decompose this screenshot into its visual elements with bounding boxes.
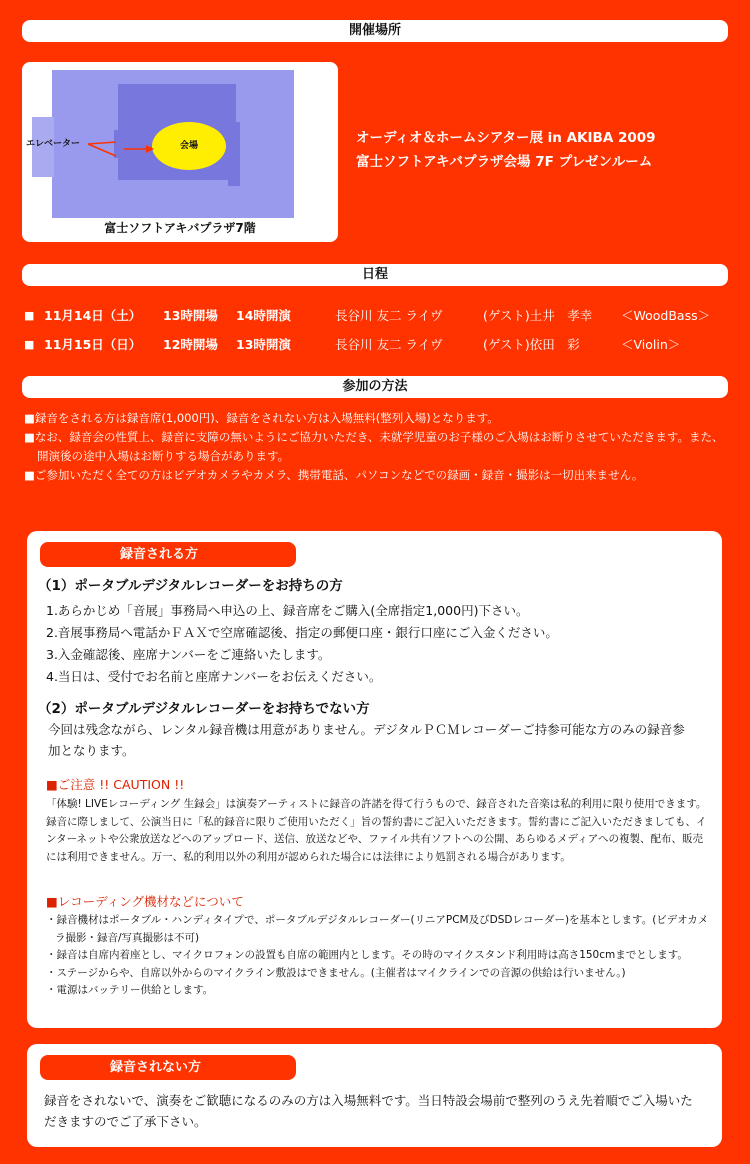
- row-open: 12時開場: [163, 337, 218, 352]
- row-bullet: ■: [24, 338, 35, 351]
- method-list: [24, 409, 728, 485]
- elevator-label: エレベーター: [26, 139, 81, 149]
- equipment-item: ・電源はバッテリー供給とします。: [46, 984, 214, 996]
- row-date: 11月15日（日）: [44, 337, 142, 352]
- recording-tab-label: 録音される方: [120, 547, 199, 562]
- method-item: ■ご参加いただく全ての方はビデオカメラやカメラ、携帯電話、パソコンなどでの録画・録音・撮影は一切出来ません。: [24, 468, 644, 482]
- method-item: ■なお、録音会の性質上、録音に支障の無いようにご協力いただき、未就学児童のお子様のご入場はお断りさせていただきます。また、開演後の途中入場はお断りする場合があります。: [24, 430, 724, 463]
- equipment-list: [46, 912, 710, 1000]
- non-recording-tab-label: 録音されない方: [110, 1060, 202, 1075]
- step-item: 3.入金確認後、座席ナンバーをご連絡いたします。: [46, 647, 331, 662]
- hall-marker: 会場: [152, 122, 226, 170]
- row-guest: (ゲスト)依田 彩: [483, 337, 580, 352]
- step-item: 1.あらかじめ「音展」事務局へ申込の上、録音席をご購入(全席指定1,000円)下さい。: [46, 603, 529, 618]
- venue-heading: 開催場所: [22, 20, 728, 42]
- equipment-title: ■レコーディング機材などについて: [46, 894, 244, 909]
- method-heading: 参加の方法: [22, 376, 728, 398]
- non-recording-panel: [27, 1044, 722, 1147]
- step-item: 2.音展事務局へ電話かＦＡＸで空席確認後、指定の郵便口座・銀行口座にご入金ください。: [46, 625, 558, 640]
- section1-title: （1）ポータブルデジタルレコーダーをお持ちの方: [38, 578, 343, 594]
- section2-text: 今回は残念ながら、レンタル録音機は用意がありません。デジタルＰＣＭレコーダーご持参可能な方のみの録音参加となります。: [48, 722, 685, 758]
- row-date: 11月14日（土）: [44, 308, 142, 323]
- section2-title: （2）ポータブルデジタルレコーダーをお持ちでない方: [38, 701, 370, 717]
- row-bullet: ■: [24, 309, 35, 322]
- non-recording-tab: [40, 1055, 296, 1080]
- row-instrument: ＜Violin＞: [621, 337, 681, 352]
- row-guest: (ゲスト)土井 孝幸: [483, 308, 593, 323]
- step-item: 4.当日は、受付でお名前と座席ナンバーをお伝えください。: [46, 669, 382, 684]
- schedule-heading: 日程: [22, 264, 728, 286]
- event-name: オーディオ＆ホームシアター展 in AKIBA 2009: [356, 130, 656, 146]
- row-open: 13時開場: [163, 308, 218, 323]
- equipment-item: ・録音は自席内着座とし、マイクロフォンの設置も自席の範囲内とします。その時のマイクスタンド利用時は高さ150cmまでとします。: [46, 949, 688, 961]
- method-item: ■録音をされる方は録音席(1,000円)、録音をされない方は入場無料(整列入場)となります。: [24, 411, 499, 425]
- row-instrument: ＜WoodBass＞: [621, 308, 711, 323]
- non-recording-text: 録音をされないで、演奏をご歓聴になるのみの方は入場無料です。当日特設会場前で整列のうえ先着順でご入場いただきますのでご了承下さい。: [44, 1093, 693, 1129]
- map-caption: 富士ソフトアキバプラザ7階: [104, 221, 256, 235]
- recording-tab: [40, 542, 296, 567]
- floor-map: [22, 62, 338, 242]
- direction-arrows: [22, 62, 338, 242]
- row-performer: 長谷川 友二 ライヴ: [335, 308, 443, 323]
- caution-text: 「体験! LIVEレコーディング 生録会」は演奏アーティストに録音の許諾を得て行うもので、録音された音楽は私的利用に限り使用できます。録音に際しまして、公演当日に「私的録音に限りご使用いただく」旨の誓約書にご記入いただきます。誓約書にご記入いただきましても、インターネットや公衆放送などへのアップロード、送信、放送などや、ファイル共有ソフトへの公開、あらゆるメディアへの複製、配布、販売には利用できません。万一、私的利用以外の利用が認められた場合には法律により処罰される場合があります。: [46, 798, 707, 863]
- caution-title: ■ご注意 !! CAUTION !!: [46, 777, 185, 792]
- venue-room: 富士ソフトアキバプラザ会場 7F プレゼンルーム: [356, 154, 653, 170]
- row-performer: 長谷川 友二 ライヴ: [335, 337, 443, 352]
- equipment-item: ・ステージからや、自席以外からのマイクライン敷設はできません。(主催者はマイクラインでの音源の供給は行いません。): [46, 966, 626, 979]
- equipment-item: ・録音機材はポータブル・ハンディタイプで、ポータブルデジタルレコーダー(リニアPCM及びDSDレコーダー)を基本とします。(ビデオカメラ撮影・録音/写真撮影は不可): [46, 914, 709, 944]
- venue-details: [356, 126, 746, 174]
- row-start: 14時開演: [236, 308, 291, 323]
- row-start: 13時開演: [236, 337, 291, 352]
- recording-panel: [27, 531, 722, 1028]
